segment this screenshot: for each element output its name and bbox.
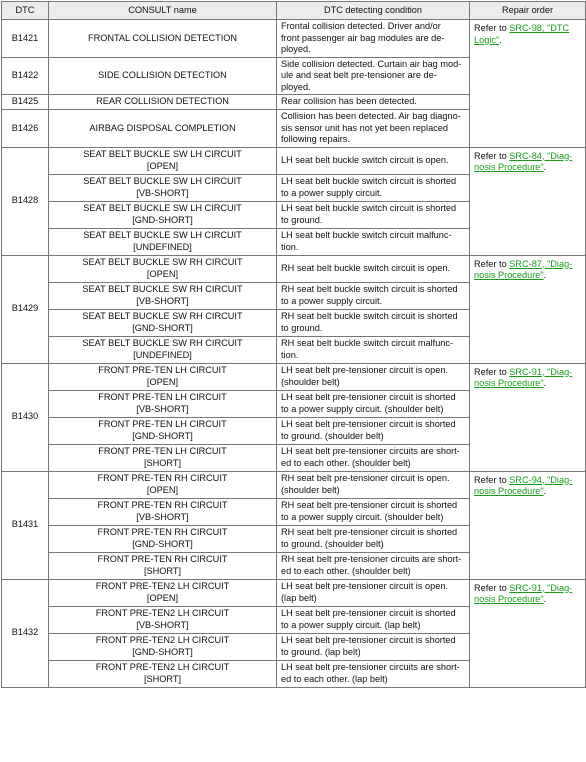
consult-name: SEAT BELT BUCKLE SW LH CIRCUIT [UNDEFINED] bbox=[49, 228, 277, 255]
consult-name: FRONT PRE-TEN2 LH CIRCUIT [SHORT] bbox=[49, 660, 277, 687]
repair-order bbox=[470, 363, 586, 471]
repair-order bbox=[470, 579, 586, 687]
repair-link[interactable]: SRC-84, "Diag- nosis Procedure" bbox=[474, 150, 573, 172]
repair-order bbox=[470, 471, 586, 579]
consult-name: SIDE COLLISION DETECTION bbox=[49, 57, 277, 95]
detecting-condition: LH seat belt pre-tensioner circuit is open. (shoulder belt) bbox=[277, 363, 470, 390]
table-row bbox=[2, 363, 586, 390]
repair-link[interactable]: SRC-91, "Diag- nosis Procedure" bbox=[474, 582, 573, 604]
dtc-table bbox=[1, 1, 586, 688]
dtc-code: B1430 bbox=[2, 363, 49, 471]
detecting-condition: LH seat belt buckle switch circuit is shorted to ground. bbox=[277, 201, 470, 228]
repair-order bbox=[470, 255, 586, 363]
header-dtc: DTC bbox=[2, 2, 49, 20]
dtc-code: B1431 bbox=[2, 471, 49, 579]
detecting-condition: LH seat belt pre-tensioner circuits are short- ed to each other. (lap belt) bbox=[277, 660, 470, 687]
repair-prefix: Refer to bbox=[474, 582, 510, 593]
consult-name: SEAT BELT BUCKLE SW LH CIRCUIT [GND-SHORT] bbox=[49, 201, 277, 228]
consult-name: FRONT PRE-TEN2 LH CIRCUIT [VB-SHORT] bbox=[49, 606, 277, 633]
consult-name: FRONT PRE-TEN LH CIRCUIT [OPEN] bbox=[49, 363, 277, 390]
detecting-condition: LH seat belt pre-tensioner circuit is open. (lap belt) bbox=[277, 579, 470, 606]
detecting-condition: LH seat belt pre-tensioner circuit is shorted to a power supply circuit. (lap belt) bbox=[277, 606, 470, 633]
detecting-condition: Side collision detected. Curtain air bag mod- ule and seat belt pre-tensioner are de- ployed. bbox=[277, 57, 470, 95]
consult-name: FRONT PRE-TEN2 LH CIRCUIT [OPEN] bbox=[49, 579, 277, 606]
repair-prefix: Refer to bbox=[474, 258, 510, 269]
dtc-code: B1428 bbox=[2, 147, 49, 255]
consult-name: FRONT PRE-TEN2 LH CIRCUIT [GND-SHORT] bbox=[49, 633, 277, 660]
header-detecting-condition: DTC detecting condition bbox=[277, 2, 470, 20]
table-row bbox=[2, 20, 586, 58]
dtc-code: B1422 bbox=[2, 57, 49, 95]
dtc-code: B1425 bbox=[2, 95, 49, 110]
repair-order bbox=[470, 20, 586, 148]
detecting-condition: RH seat belt pre-tensioner circuit is shorted to ground. (shoulder belt) bbox=[277, 525, 470, 552]
consult-name: FRONT PRE-TEN RH CIRCUIT [OPEN] bbox=[49, 471, 277, 498]
repair-suffix: . bbox=[543, 378, 547, 388]
detecting-condition: LH seat belt buckle switch circuit malfunc- tion. bbox=[277, 228, 470, 255]
detecting-condition: RH seat belt pre-tensioner circuits are short- ed to each other. (shoulder belt) bbox=[277, 552, 470, 579]
consult-name: FRONT PRE-TEN RH CIRCUIT [SHORT] bbox=[49, 552, 277, 579]
header-repair-order: Repair order bbox=[470, 2, 586, 20]
detecting-condition: RH seat belt buckle switch circuit malfunc- tion. bbox=[277, 336, 470, 363]
repair-suffix: . bbox=[543, 270, 547, 280]
detecting-condition: LH seat belt pre-tensioner circuit is shorted to ground. (lap belt) bbox=[277, 633, 470, 660]
repair-link[interactable]: SRC-98, "DTC Logic" bbox=[474, 23, 570, 45]
repair-order bbox=[470, 147, 586, 255]
repair-suffix: . bbox=[543, 486, 547, 496]
consult-name: SEAT BELT BUCKLE SW RH CIRCUIT [UNDEFINED] bbox=[49, 336, 277, 363]
consult-name: REAR COLLISION DETECTION bbox=[49, 95, 277, 110]
repair-prefix: Refer to bbox=[474, 150, 510, 161]
detecting-condition: RH seat belt pre-tensioner circuit is shorted to a power supply circuit. (shoulder belt) bbox=[277, 498, 470, 525]
detecting-condition: RH seat belt buckle switch circuit is shorted to ground. bbox=[277, 309, 470, 336]
table-row bbox=[2, 255, 586, 282]
dtc-code: B1426 bbox=[2, 110, 49, 148]
dtc-code: B1429 bbox=[2, 255, 49, 363]
repair-prefix: Refer to bbox=[474, 23, 510, 33]
detecting-condition: Collision has been detected. Air bag diagno- sis sensor unit has not yet been replaced following repairs. bbox=[277, 110, 470, 148]
consult-name: SEAT BELT BUCKLE SW RH CIRCUIT [GND-SHORT] bbox=[49, 309, 277, 336]
consult-name: FRONTAL COLLISION DETECTION bbox=[49, 20, 277, 58]
repair-link[interactable]: SRC-91, "Diag- nosis Procedure" bbox=[474, 366, 573, 388]
detecting-condition: Frontal collision detected. Driver and/or front passenger air bag modules are de- ployed. bbox=[277, 20, 470, 58]
table-row bbox=[2, 471, 586, 498]
table-header-row bbox=[2, 2, 586, 20]
dtc-code: B1432 bbox=[2, 579, 49, 687]
header-consult-name: CONSULT name bbox=[49, 2, 277, 20]
detecting-condition: LH seat belt buckle switch circuit is open. bbox=[277, 147, 470, 174]
consult-name: FRONT PRE-TEN LH CIRCUIT [GND-SHORT] bbox=[49, 417, 277, 444]
detecting-condition: RH seat belt buckle switch circuit is shorted to a power supply circuit. bbox=[277, 282, 470, 309]
repair-link[interactable]: SRC-87, "Diag- nosis Procedure" bbox=[474, 258, 573, 280]
consult-name: FRONT PRE-TEN LH CIRCUIT [VB-SHORT] bbox=[49, 390, 277, 417]
consult-name: FRONT PRE-TEN LH CIRCUIT [SHORT] bbox=[49, 444, 277, 471]
consult-name: SEAT BELT BUCKLE SW LH CIRCUIT [VB-SHORT] bbox=[49, 174, 277, 201]
consult-name: SEAT BELT BUCKLE SW RH CIRCUIT [OPEN] bbox=[49, 255, 277, 282]
detecting-condition: Rear collision has been detected. bbox=[277, 95, 470, 110]
detecting-condition: LH seat belt pre-tensioner circuits are short- ed to each other. (shoulder belt) bbox=[277, 444, 470, 471]
detecting-condition: LH seat belt pre-tensioner circuit is shorted to a power supply circuit. (shoulder belt) bbox=[277, 390, 470, 417]
detecting-condition: LH seat belt pre-tensioner circuit is shorted to ground. (shoulder belt) bbox=[277, 417, 470, 444]
repair-suffix: . bbox=[543, 594, 547, 604]
consult-name: SEAT BELT BUCKLE SW LH CIRCUIT [OPEN] bbox=[49, 147, 277, 174]
detecting-condition: RH seat belt pre-tensioner circuit is open. (shoulder belt) bbox=[277, 471, 470, 498]
detecting-condition: RH seat belt buckle switch circuit is open. bbox=[277, 255, 470, 282]
consult-name: SEAT BELT BUCKLE SW RH CIRCUIT [VB-SHORT] bbox=[49, 282, 277, 309]
repair-suffix: . bbox=[543, 162, 547, 172]
dtc-code: B1421 bbox=[2, 20, 49, 58]
consult-name: AIRBAG DISPOSAL COMPLETION bbox=[49, 110, 277, 148]
detecting-condition: LH seat belt buckle switch circuit is shorted to a power supply circuit. bbox=[277, 174, 470, 201]
repair-prefix: Refer to bbox=[474, 366, 510, 377]
table-body bbox=[2, 20, 586, 688]
repair-suffix: . bbox=[499, 34, 502, 45]
table-row bbox=[2, 579, 586, 606]
table-row bbox=[2, 147, 586, 174]
consult-name: FRONT PRE-TEN RH CIRCUIT [GND-SHORT] bbox=[49, 525, 277, 552]
repair-prefix: Refer to bbox=[474, 474, 510, 485]
consult-name: FRONT PRE-TEN RH CIRCUIT [VB-SHORT] bbox=[49, 498, 277, 525]
repair-link[interactable]: SRC-94, "Diag- nosis Procedure" bbox=[474, 474, 573, 496]
